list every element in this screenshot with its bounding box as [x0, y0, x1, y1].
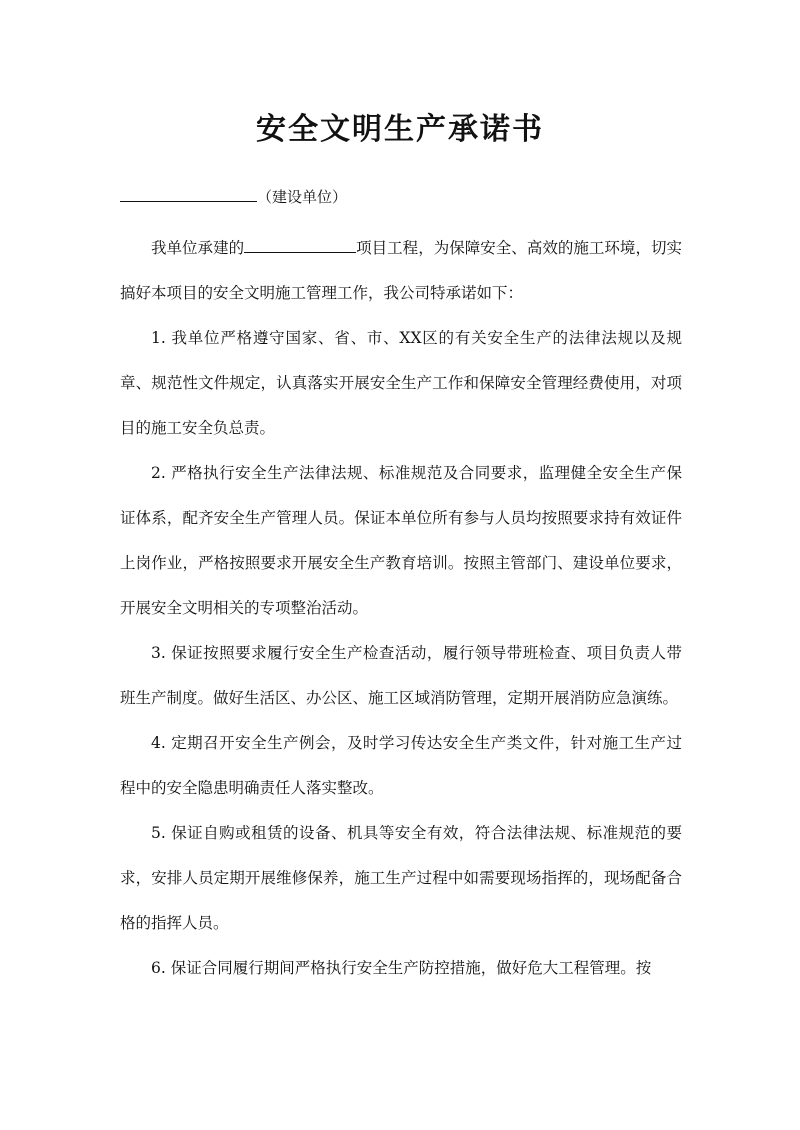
- commitment-item-4: 4. 定期召开安全生产例会，及时学习传达安全生产类文件，针对施工生产过程中的安全隐患明确责任人落实整改。: [120, 734, 682, 797]
- commitment-item-2: 2. 严格执行安全生产法律法规、标准规范及合同要求，监理健全安全生产保证体系，配齐安全生产管理人员。保证本单位所有参与人员均按照要求持有效证件上岗作业，严格按照要求开展安全生产教育培训。按照主管部门、建设单位要求，开展安全文明相关的专项整治活动。: [120, 464, 682, 617]
- intro-paragraph: [120, 226, 682, 316]
- project-name-blank[interactable]: [244, 238, 356, 253]
- commitment-item-5: 5. 保证自购或租赁的设备、机具等安全有效，符合法律法规、标准规范的要求，安排人员定期开展维修保养，施工生产过程中如需要现场指挥的，现场配备合格的指挥人员。: [120, 824, 682, 932]
- commitment-item-3: 3. 保证按照要求履行安全生产检查活动，履行领导带班检查、项目负责人带班生产制度。做好生活区、办公区、施工区域消防管理，定期开展消防应急演练。: [120, 644, 682, 707]
- construction-unit-blank[interactable]: [120, 187, 257, 202]
- commitment-item-1: 1. 我单位严格遵守国家、省、市、XX区的有关安全生产的法律法规以及规章、规范性文件规定，认真落实开展安全生产工作和保障安全管理经费使用，对项目的施工安全负总责。: [120, 329, 682, 437]
- document-body: [120, 226, 682, 991]
- commitment-item-6: 6. 保证合同履行期间严格执行安全生产防控措施，做好危大工程管理。按: [151, 959, 652, 977]
- document-title: 安全文明生产承诺书: [256, 112, 544, 147]
- intro-text-start: 我单位承建的: [151, 239, 245, 257]
- intro-text-end: 项目工程，为保障安全、高效的施工环境，切实搞好本项目的安全文明施工管理工作，我公司特承诺如下：: [120, 239, 682, 302]
- addressee-label: （建设单位）: [257, 188, 348, 206]
- addressee-line: [120, 186, 347, 207]
